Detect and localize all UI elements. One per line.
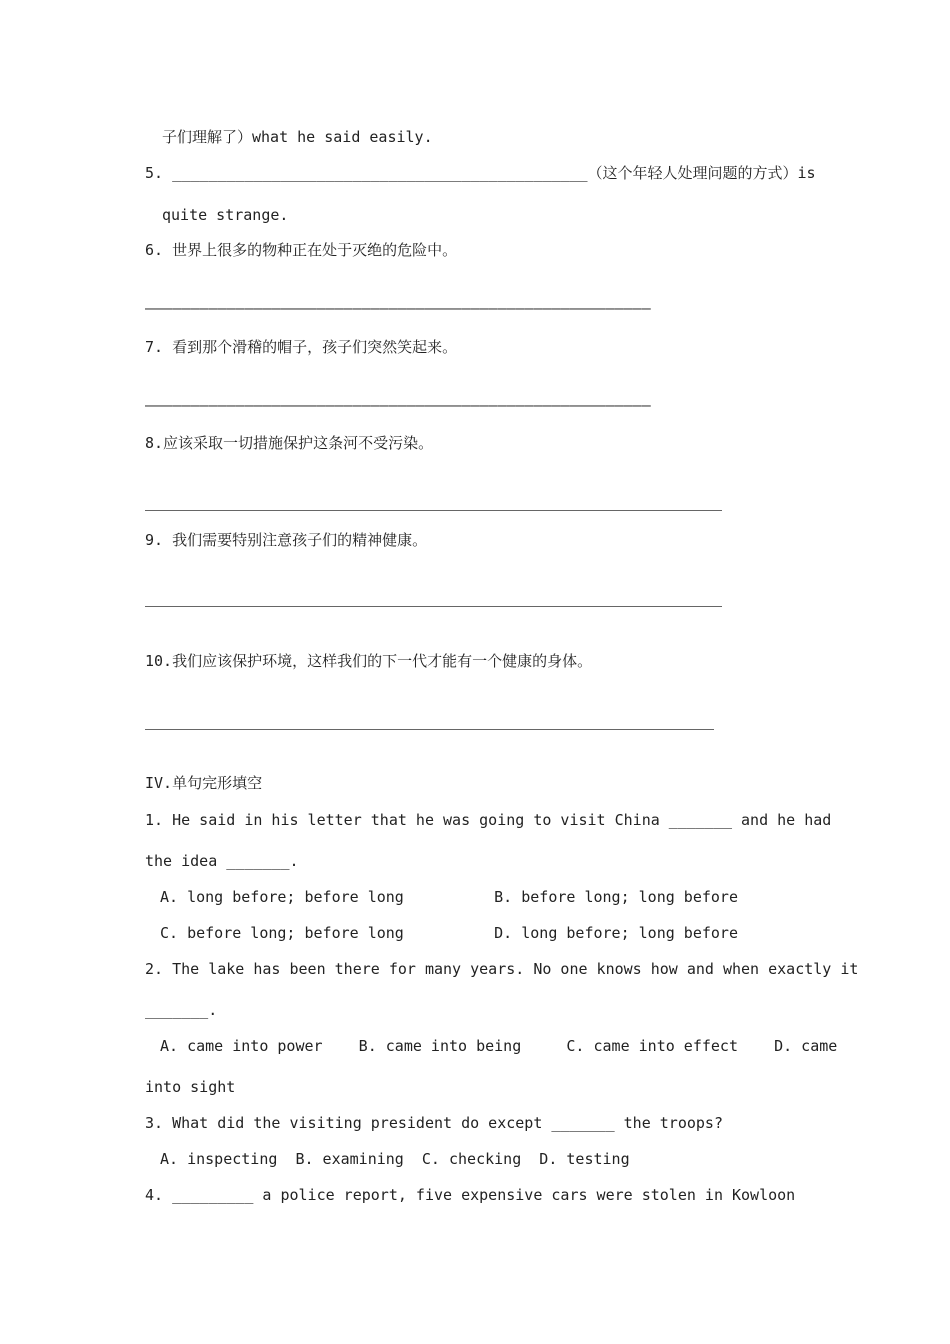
mc-question-2: 2. The lake has been there for many years. No one knows how and when exactly it xyxy=(145,960,859,978)
mc-options-1a: A. long before; before long B. before long; long before xyxy=(160,888,738,906)
mc-question-2-cont: _______. xyxy=(145,1001,218,1019)
question-10: 10.我们应该保护环境，这样我们的下一代才能有一个健康的身体。 xyxy=(145,652,593,670)
mc-options-1b: C. before long; before long D. long before; long before xyxy=(160,924,738,942)
line-1: 5. ______________________________________________（这个年轻人处理问题的方式）is xyxy=(145,164,816,182)
mc-question-4: 4. _________ a police report, five expensive cars were stolen in Kowloon xyxy=(145,1186,796,1204)
mc-options-3: A. inspecting B. examining C. checking D. testing xyxy=(160,1150,630,1168)
mc-options-2-cont: into sight xyxy=(145,1078,236,1096)
answer-rule-9 xyxy=(145,606,722,607)
question-9: 9. 我们需要特别注意孩子们的精神健康。 xyxy=(145,531,428,549)
mc-question-3: 3. What did the visiting president do except _______ the troops? xyxy=(145,1114,723,1132)
answer-line-7: ———————————————————————————————————————————————————————— xyxy=(145,396,651,414)
mc-question-1: 1. He said in his letter that he was going to visit China _______ and he had xyxy=(145,811,832,829)
line-0: 子们理解了）what he said easily. xyxy=(162,128,433,146)
question-7: 7. 看到那个滑稽的帽子，孩子们突然笑起来。 xyxy=(145,338,458,356)
question-8: 8.应该采取一切措施保护这条河不受污染。 xyxy=(145,434,434,452)
question-6: 6. 世界上很多的物种正在处于灭绝的危险中。 xyxy=(145,241,458,259)
answer-rule-10 xyxy=(145,729,714,730)
section-heading: IV.单句完形填空 xyxy=(145,774,263,792)
mc-options-2: A. came into power B. came into being C. came into effect D. came xyxy=(160,1037,838,1055)
mc-question-1-cont: the idea _______. xyxy=(145,852,299,870)
answer-line-6: ———————————————————————————————————————————————————————— xyxy=(145,299,651,317)
answer-rule-8 xyxy=(145,510,722,511)
line-2: quite strange. xyxy=(162,206,289,224)
